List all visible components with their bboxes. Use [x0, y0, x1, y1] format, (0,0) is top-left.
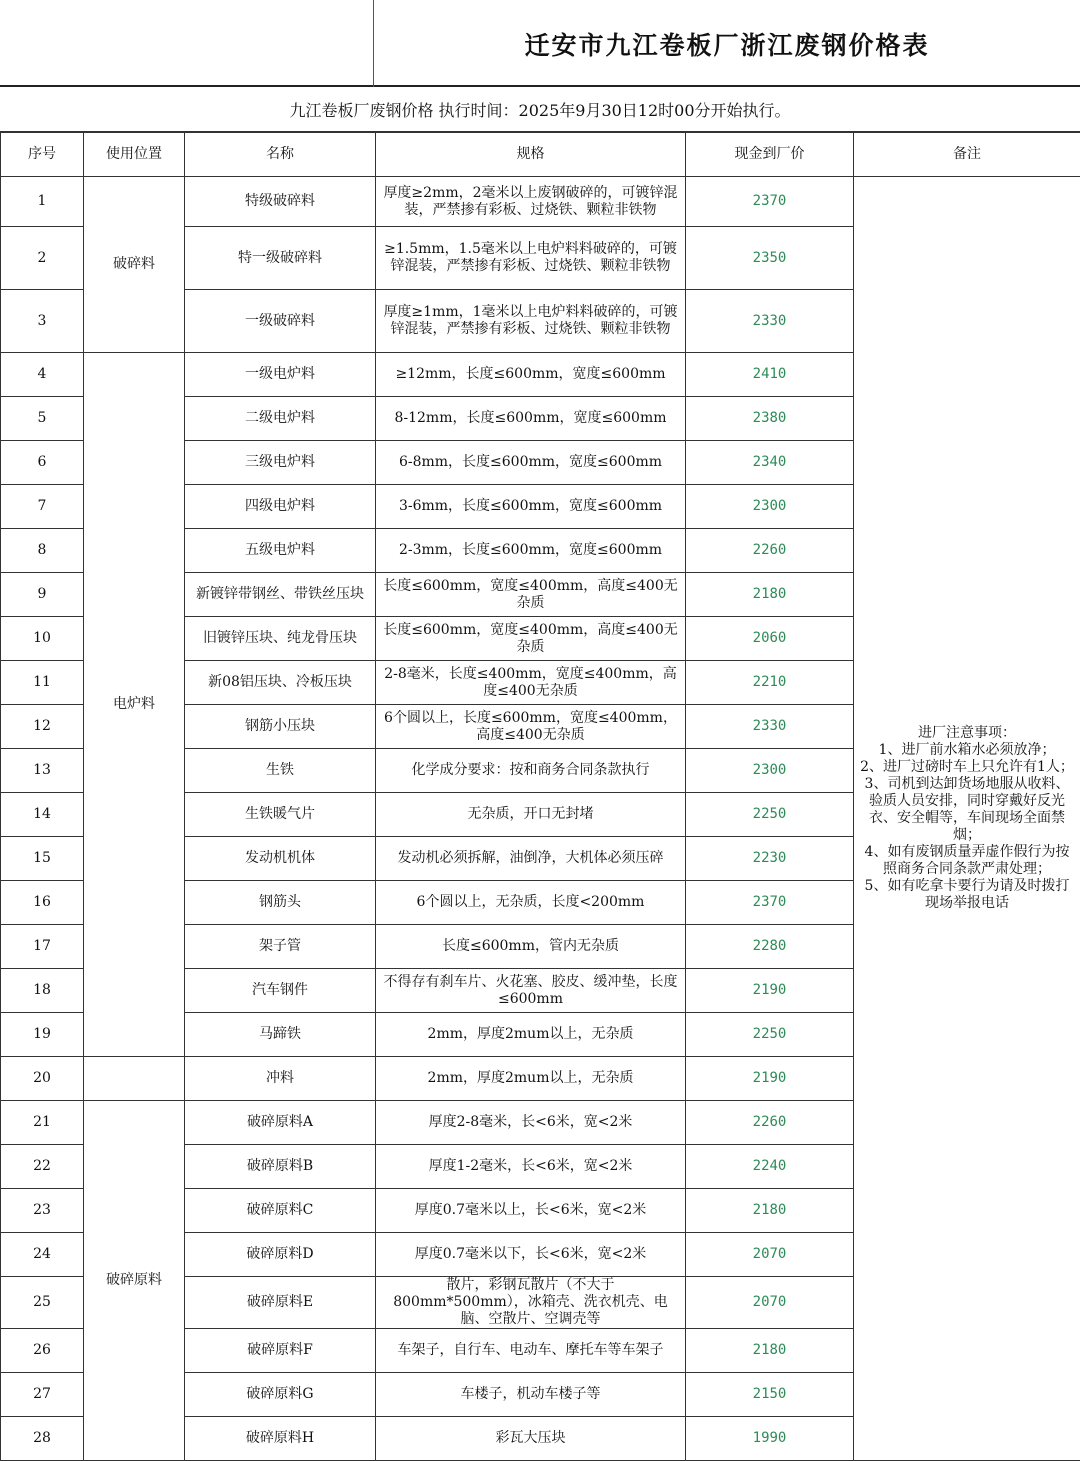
row-number: 27 [1, 1373, 84, 1417]
item-spec: 无杂质，开口无封堵 [376, 793, 686, 837]
row-number: 11 [1, 661, 84, 705]
header-notes: 备注 [854, 133, 1080, 177]
price-table [0, 132, 1080, 1461]
row-number: 28 [1, 1417, 84, 1461]
cash-price: 2180 [686, 1329, 854, 1373]
header-price: 现金到厂价 [686, 133, 854, 177]
row-number: 15 [1, 837, 84, 881]
cash-price: 2190 [686, 969, 854, 1013]
cash-price: 2300 [686, 485, 854, 529]
item-name: 冲料 [185, 1057, 376, 1101]
title-row [0, 0, 1080, 87]
page-title: 迁安市九江卷板厂浙江废钢价格表 [374, 0, 1080, 87]
row-number: 17 [1, 925, 84, 969]
item-spec: 厚度≥2mm，2毫米以上废钢破碎的，可镀锌混装，严禁掺有彩板、过烧铁、颗粒非铁物 [376, 177, 686, 227]
item-name: 架子管 [185, 925, 376, 969]
header-name: 名称 [185, 133, 376, 177]
item-spec: 厚度2-8毫米，长<6米，宽<2米 [376, 1101, 686, 1145]
row-number: 1 [1, 177, 84, 227]
item-name: 二级电炉料 [185, 397, 376, 441]
item-name: 破碎原料E [185, 1277, 376, 1329]
row-number: 26 [1, 1329, 84, 1373]
row-number: 9 [1, 573, 84, 617]
notes-cell [854, 177, 1080, 1461]
item-spec: 2-3mm，长度≤600mm，宽度≤600mm [376, 529, 686, 573]
item-spec: 厚度0.7毫米以下，长<6米，宽<2米 [376, 1233, 686, 1277]
cash-price: 2410 [686, 353, 854, 397]
cash-price: 2240 [686, 1145, 854, 1189]
cash-price: 2060 [686, 617, 854, 661]
cash-price: 2210 [686, 661, 854, 705]
item-name: 钢筋头 [185, 881, 376, 925]
cash-price: 2230 [686, 837, 854, 881]
row-number: 7 [1, 485, 84, 529]
item-name: 破碎原料D [185, 1233, 376, 1277]
item-spec: 2mm，厚度2mum以上，无杂质 [376, 1057, 686, 1101]
cash-price: 2300 [686, 749, 854, 793]
item-name: 发动机机体 [185, 837, 376, 881]
note-line: 2、进厂过磅时车上只允许有1人； [858, 759, 1076, 776]
item-spec: 车架子，自行车、电动车、摩托车等车架子 [376, 1329, 686, 1373]
row-number: 5 [1, 397, 84, 441]
row-number: 2 [1, 227, 84, 290]
row-number: 19 [1, 1013, 84, 1057]
cash-price: 2330 [686, 705, 854, 749]
item-name: 四级电炉料 [185, 485, 376, 529]
row-number: 6 [1, 441, 84, 485]
item-spec: 6个圆以上，长度≤600mm，宽度≤400mm，高度≤400无杂质 [376, 705, 686, 749]
cash-price: 2260 [686, 529, 854, 573]
usage-location: 电炉料 [84, 353, 185, 1057]
cash-price: 2150 [686, 1373, 854, 1417]
item-name: 三级电炉料 [185, 441, 376, 485]
item-name: 特级破碎料 [185, 177, 376, 227]
title-blank-cell [0, 0, 374, 87]
item-spec: 不得存有刹车片、火花塞、胶皮、缓冲垫，长度≤600mm [376, 969, 686, 1013]
cash-price: 1990 [686, 1417, 854, 1461]
note-line: 5、如有吃拿卡要行为请及时拨打现场举报电话 [858, 878, 1076, 912]
item-spec: 厚度0.7毫米以上，长<6米，宽<2米 [376, 1189, 686, 1233]
cash-price: 2260 [686, 1101, 854, 1145]
cash-price: 2370 [686, 881, 854, 925]
cash-price: 2340 [686, 441, 854, 485]
row-number: 13 [1, 749, 84, 793]
cash-price: 2250 [686, 793, 854, 837]
item-name: 破碎原料C [185, 1189, 376, 1233]
cash-price: 2070 [686, 1277, 854, 1329]
header-no: 序号 [1, 133, 84, 177]
item-spec: 6-8mm，长度≤600mm，宽度≤600mm [376, 441, 686, 485]
row-number: 21 [1, 1101, 84, 1145]
item-name: 破碎原料G [185, 1373, 376, 1417]
header-spec: 规格 [376, 133, 686, 177]
item-name: 一级破碎料 [185, 290, 376, 353]
table-row [1, 177, 1080, 227]
item-spec: 车楼子，机动车楼子等 [376, 1373, 686, 1417]
row-number: 14 [1, 793, 84, 837]
row-number: 8 [1, 529, 84, 573]
item-spec: 3-6mm，长度≤600mm，宽度≤600mm [376, 485, 686, 529]
note-line: 4、如有废钢质量弄虚作假行为按照商务合同条款严肃处理； [858, 844, 1076, 878]
item-spec: 化学成分要求：按和商务合同条款执行 [376, 749, 686, 793]
note-line: 3、司机到达卸货场地服从收料、验质人员安排，同时穿戴好反光衣、安全帽等，车间现场全面禁烟； [858, 776, 1076, 844]
usage-location [84, 1057, 185, 1101]
item-name: 破碎原料B [185, 1145, 376, 1189]
item-spec: ≥1.5mm，1.5毫米以上电炉料料破碎的，可镀锌混装，严禁掺有彩板、过烧铁、颗粒非铁物 [376, 227, 686, 290]
row-number: 23 [1, 1189, 84, 1233]
item-name: 五级电炉料 [185, 529, 376, 573]
cash-price: 2180 [686, 1189, 854, 1233]
cash-price: 2190 [686, 1057, 854, 1101]
row-number: 3 [1, 290, 84, 353]
item-name: 破碎原料H [185, 1417, 376, 1461]
item-spec: 8-12mm，长度≤600mm，宽度≤600mm [376, 397, 686, 441]
item-spec: 2-8毫米，长度≤400mm，宽度≤400mm，高度≤400无杂质 [376, 661, 686, 705]
item-spec: 长度≤600mm，管内无杂质 [376, 925, 686, 969]
item-spec: 长度≤600mm，宽度≤400mm，高度≤400无杂质 [376, 617, 686, 661]
row-number: 25 [1, 1277, 84, 1329]
item-spec: 长度≤600mm，宽度≤400mm，高度≤400无杂质 [376, 573, 686, 617]
cash-price: 2180 [686, 573, 854, 617]
item-spec: ≥12mm，长度≤600mm，宽度≤600mm [376, 353, 686, 397]
row-number: 4 [1, 353, 84, 397]
item-spec: 散片，彩钢瓦散片（不大于800mm*500mm），冰箱壳、洗衣机壳、电脑、空散片、空调壳等 [376, 1277, 686, 1329]
row-number: 24 [1, 1233, 84, 1277]
item-name: 破碎原料A [185, 1101, 376, 1145]
cash-price: 2280 [686, 925, 854, 969]
note-line: 进厂注意事项： [858, 725, 1076, 742]
cash-price: 2250 [686, 1013, 854, 1057]
header-location: 使用位置 [84, 133, 185, 177]
item-name: 破碎原料F [185, 1329, 376, 1373]
row-number: 12 [1, 705, 84, 749]
item-name: 新镀锌带钢丝、带铁丝压块 [185, 573, 376, 617]
item-name: 新08铝压块、冷板压块 [185, 661, 376, 705]
row-number: 10 [1, 617, 84, 661]
cash-price: 2350 [686, 227, 854, 290]
item-name: 生铁暖气片 [185, 793, 376, 837]
row-number: 16 [1, 881, 84, 925]
cash-price: 2330 [686, 290, 854, 353]
item-name: 汽车钢件 [185, 969, 376, 1013]
cash-price: 2380 [686, 397, 854, 441]
item-name: 生铁 [185, 749, 376, 793]
item-spec: 发动机必须拆解，油倒净，大机体必须压碎 [376, 837, 686, 881]
item-name: 一级电炉料 [185, 353, 376, 397]
item-name: 钢筋小压块 [185, 705, 376, 749]
header-row [1, 133, 1080, 177]
usage-location: 破碎料 [84, 177, 185, 353]
item-spec: 厚度≥1mm，1毫米以上电炉料料破碎的，可镀锌混装，严禁掺有彩板、过烧铁、颗粒非铁物 [376, 290, 686, 353]
row-number: 22 [1, 1145, 84, 1189]
item-spec: 2mm，厚度2mum以上，无杂质 [376, 1013, 686, 1057]
cash-price: 2070 [686, 1233, 854, 1277]
execution-time-banner: 九江卷板厂废钢价格 执行时间：2025年9月30日12时00分开始执行。 [0, 87, 1080, 132]
item-name: 特一级破碎料 [185, 227, 376, 290]
item-name: 旧镀锌压块、纯龙骨压块 [185, 617, 376, 661]
item-spec: 彩瓦大压块 [376, 1417, 686, 1461]
note-line: 1、进厂前水箱水必须放净； [858, 742, 1076, 759]
item-name: 马蹄铁 [185, 1013, 376, 1057]
row-number: 20 [1, 1057, 84, 1101]
usage-location: 破碎原料 [84, 1101, 185, 1461]
item-spec: 厚度1-2毫米，长<6米，宽<2米 [376, 1145, 686, 1189]
row-number: 18 [1, 969, 84, 1013]
item-spec: 6个圆以上，无杂质，长度<200mm [376, 881, 686, 925]
cash-price: 2370 [686, 177, 854, 227]
